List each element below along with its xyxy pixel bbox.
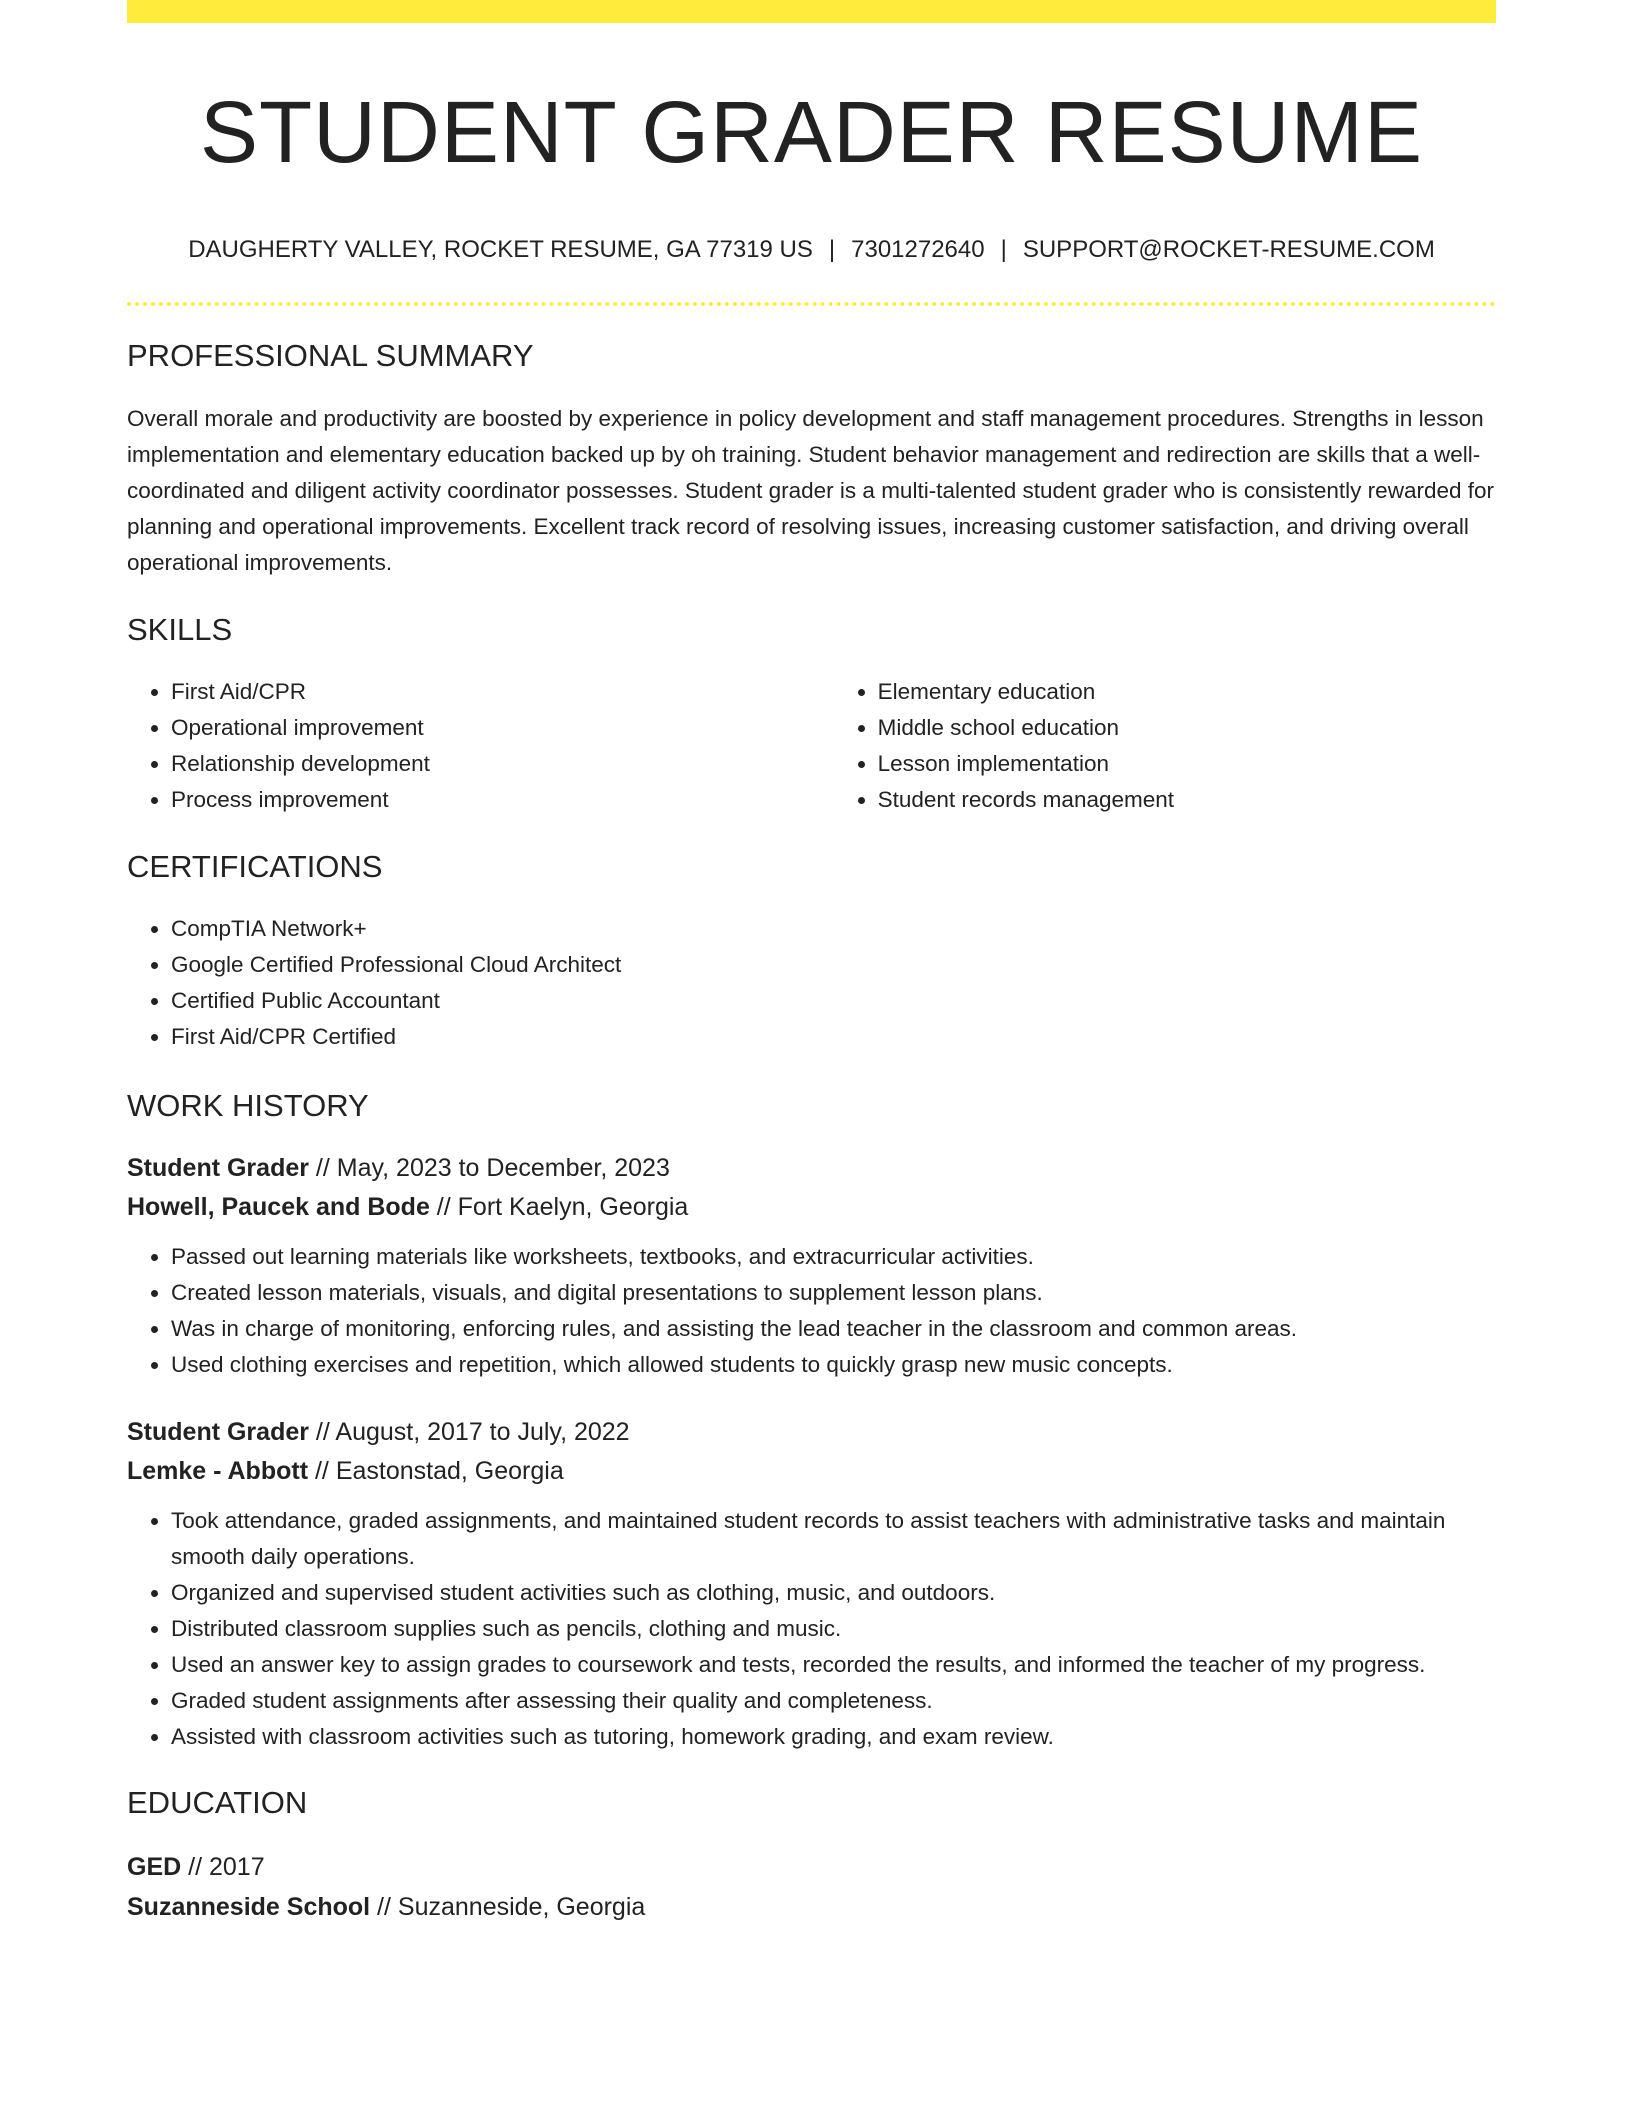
job-company-line [127,1452,1496,1491]
education-year: 2017 [208,1853,265,1881]
job-company: Lemke - Abbott [127,1457,309,1485]
skills-heading: SKILLS [127,612,233,647]
contact-address: DAUGHERTY VALLEY, ROCKET RESUME, GA 77319 US [188,236,813,263]
job-separator: // [308,1154,337,1182]
job-bullet: • Was in charge of monitoring, enforcing rules, and assisting the lead teacher in the classroom and common areas. [171,1311,1496,1347]
job-bullet: • Organized and supervised student activities such as clothing, music, and outdoors. [171,1575,1496,1611]
education-heading: EDUCATION [127,1785,308,1820]
skill-item: • Lesson implementation [878,746,1496,782]
certifications-list [127,911,1496,1055]
contact-phone: 7301272640 [851,236,985,263]
education-entry [127,1847,1496,1927]
job-entry [127,1149,1496,1383]
job-location: Fort Kaelyn, Georgia [457,1193,689,1221]
job-bullets [127,1503,1496,1755]
top-accent-bar [127,0,1496,23]
job-company-line [127,1188,1496,1227]
skill-item: • Relationship development [171,746,834,782]
job-role-line [127,1413,1496,1452]
education-separator: // [181,1853,209,1881]
education-school: Suzanneside School [127,1893,371,1921]
contact-line [127,235,1496,265]
education-separator: // [370,1893,398,1921]
education-degree: GED [127,1853,182,1881]
job-bullet: • Used clothing exercises and repetition, which allowed students to quickly grasp new music concepts. [171,1347,1496,1383]
job-entry [127,1413,1496,1755]
resume-page [127,0,1496,1927]
job-separator: // [429,1193,458,1221]
job-bullet: • Took attendance, graded assignments, and maintained student records to assist teachers with administrative tasks and maintain smooth daily operations. [171,1503,1496,1575]
job-bullet: • Created lesson materials, visuals, and digital presentations to supplement lesson plans. [171,1275,1496,1311]
job-dates: May, 2023 to December, 2023 [336,1154,670,1182]
job-company: Howell, Paucek and Bode [127,1193,430,1221]
skills-grid [127,674,1496,818]
skill-item: • Process improvement [171,782,834,818]
skills-column-right [834,674,1496,818]
job-role: Student Grader [127,1418,309,1446]
skill-item: • First Aid/CPR [171,674,834,710]
job-bullet: • Passed out learning materials like worksheets, textbooks, and extracurricular activities. [171,1239,1496,1275]
contact-separator: | [828,236,836,263]
job-role-line [127,1149,1496,1188]
certification-item: • Google Certified Professional Cloud Architect [171,947,1496,983]
work-history-heading: WORK HISTORY [127,1088,369,1123]
job-separator: // [308,1418,336,1446]
resume-title: STUDENT GRADER RESUME [199,84,1424,181]
job-location: Eastonstad, Georgia [335,1457,564,1485]
job-separator: // [308,1457,336,1485]
contact-email: SUPPORT@ROCKET-RESUME.COM [1022,236,1435,263]
dotted-divider [127,302,1496,306]
skill-item: • Middle school education [878,710,1496,746]
job-bullet: • Graded student assignments after assessing their quality and completeness. [171,1683,1496,1719]
job-bullet: • Distributed classroom supplies such as pencils, clothing and music. [171,1611,1496,1647]
summary-heading: PROFESSIONAL SUMMARY [127,338,534,373]
job-bullets [127,1239,1496,1383]
skill-item: • Operational improvement [171,710,834,746]
skill-item: • Elementary education [878,674,1496,710]
job-bullet: • Used an answer key to assign grades to coursework and tests, recorded the results, and informed the teacher of my progress. [171,1647,1496,1683]
certification-item: • Certified Public Accountant [171,983,1496,1019]
certification-item: • First Aid/CPR Certified [171,1019,1496,1055]
education-degree-line [127,1847,1496,1887]
job-dates: August, 2017 to July, 2022 [335,1418,630,1446]
skill-item: • Student records management [878,782,1496,818]
education-location: Suzanneside, Georgia [397,1893,646,1921]
certification-item: • CompTIA Network+ [171,911,1496,947]
job-bullet: • Assisted with classroom activities such as tutoring, homework grading, and exam review. [171,1719,1496,1755]
job-role: Student Grader [127,1154,309,1182]
summary-text: Overall morale and productivity are boosted by experience in policy development and staff management procedures. Strengths in lesson implementation and elementary education backed up by oh training. Student behavior management and redirection are skills that a well-coordinated and diligent activity coordinator possesses. Student grader is a multi-talented student grader who is consistently rewarded for planning and operational improvements. Excellent track record of resolving issues, increasing customer satisfaction, and driving overall operational improvements. [127,406,1494,575]
certifications-heading: CERTIFICATIONS [127,849,383,884]
skills-column-left [127,674,834,818]
contact-separator: | [1000,236,1007,263]
education-school-line [127,1887,1496,1927]
